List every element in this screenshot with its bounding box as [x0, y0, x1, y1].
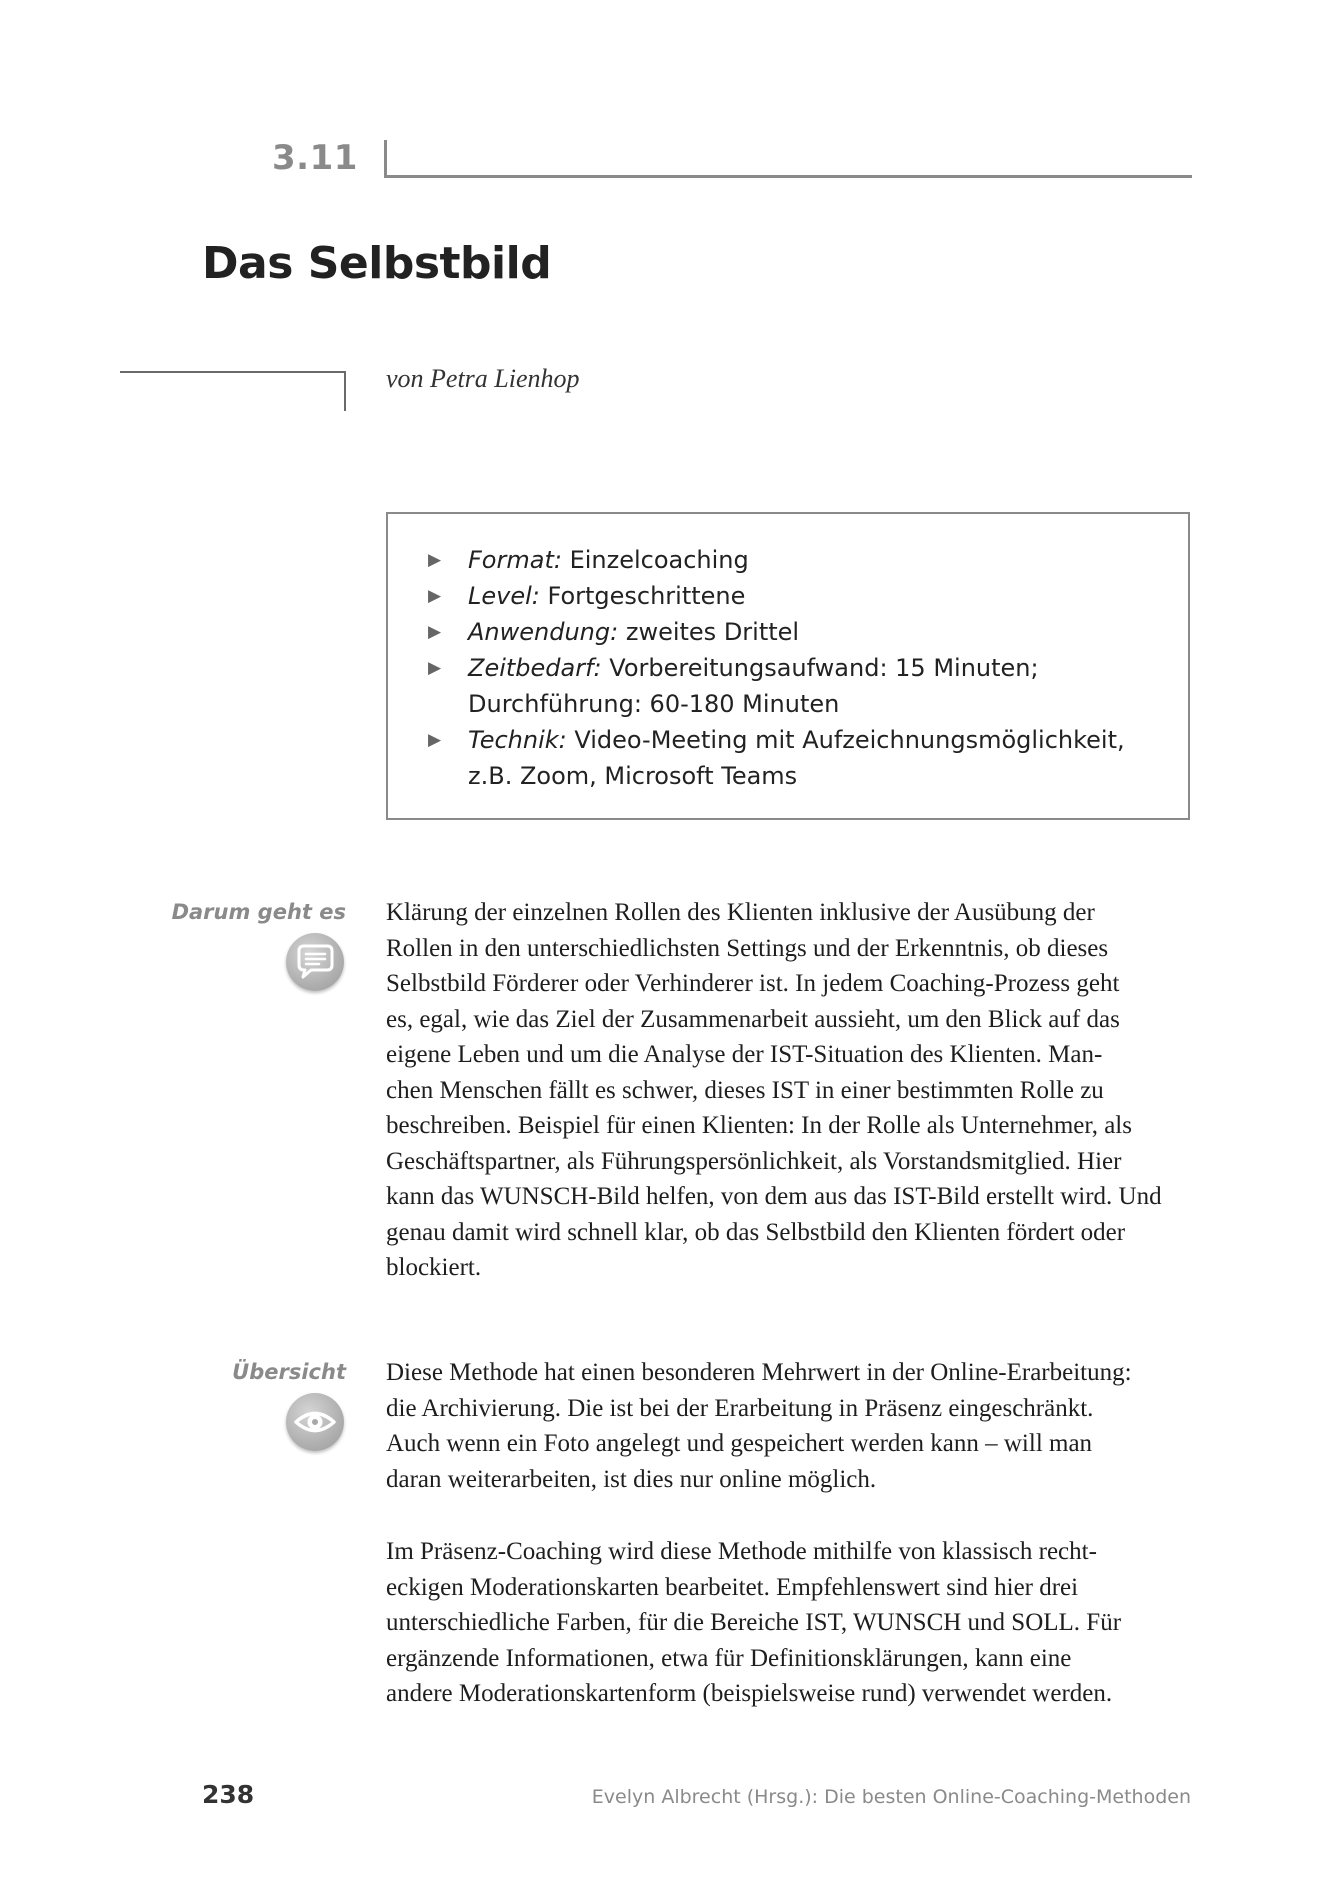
page-number: 238 — [202, 1780, 255, 1809]
chapter-rule-horizontal — [384, 175, 1192, 178]
section-paragraph: Diese Methode hat einen besonderen Mehrwert in der Online-Erarbeitung: die Archivierung. Die ist bei der Erarbeitung in Präsenz eingeschränkt. Auch wenn ein Foto angelegt und gespeichert werden kann – will man daran weiterarbeiten, ist dies nur online möglich. — [386, 1359, 1132, 1493]
info-value: Video-Meeting mit Aufzeichnungsmöglichkeit, z.B. Zoom, Microsoft Teams — [468, 726, 1125, 790]
info-item-zeitbedarf — [428, 650, 1158, 722]
info-item-technik — [428, 722, 1158, 794]
info-key: Anwendung: — [468, 618, 619, 646]
triangle-bullet-icon: ▶ — [428, 658, 442, 678]
chapter-rule-vertical — [384, 140, 387, 178]
author-rule-vertical — [344, 371, 346, 411]
triangle-bullet-icon: ▶ — [428, 586, 442, 606]
info-box — [386, 512, 1190, 820]
margin-label-darum-geht-es: Darum geht es — [171, 900, 346, 924]
triangle-bullet-icon: ▶ — [428, 730, 442, 750]
info-item-level — [428, 578, 1158, 614]
info-key: Level: — [468, 582, 540, 610]
chapter-number: 3.11 — [272, 138, 358, 178]
info-key: Format: — [468, 546, 562, 574]
speech-bubble-icon — [286, 933, 344, 991]
section-paragraph: Klärung der einzelnen Rollen des Klienten inklusive der Ausübung der Rollen in den unterschiedlichsten Settings und der Erkenntnis, ob dieses Selbstbild Förderer oder Verhinderer ist. In jedem Coaching-Prozess geht es, egal, wie das Ziel der Zusammenarbeit aussieht, um den Blick auf das eigene Leben und um die Analyse der IST-Situation des Klienten. Man- chen Menschen fällt es schwer, dieses IST in einer bestimmten Rolle zu beschreiben. Beispiel für einen Klienten: In der Rolle als Unternehmer, als Geschäftspartner, als Führungspersönlichkeit, als Vorstandsmitglied. Hier kann das WUNSCH-Bild helfen, von dem aus das IST-Bild erstellt wird. Und genau damit wird schnell klar, ob das Selbstbild den Klienten fördert oder blockiert. — [386, 899, 1162, 1281]
author-rule-horizontal — [120, 371, 346, 373]
info-item-anwendung — [428, 614, 1158, 650]
info-value: zweites Drittel — [618, 618, 800, 646]
triangle-bullet-icon: ▶ — [428, 550, 442, 570]
info-value: Fortgeschrittene — [539, 582, 746, 610]
info-item-format — [428, 542, 1158, 578]
info-key: Zeitbedarf: — [468, 654, 602, 682]
footer-source: Evelyn Albrecht (Hrsg.): Die besten Online-Coaching-Methoden — [591, 1786, 1191, 1808]
info-value: Vorbereitungsaufwand: 15 Minuten; Durchführung: 60-180 Minuten — [468, 654, 1039, 718]
author-line: von Petra Lienhop — [386, 364, 580, 393]
info-list — [428, 542, 1158, 794]
triangle-bullet-icon: ▶ — [428, 622, 442, 642]
margin-label-uebersicht: Übersicht — [232, 1360, 346, 1384]
info-key: Technik: — [468, 726, 567, 754]
section-paragraph: Im Präsenz-Coaching wird diese Methode mithilfe von klassisch recht- eckigen Moderationskarten bearbeitet. Empfehlenswert sind hier drei unterschiedliche Farben, für die Bereiche IST, WUNSCH und SOLL. Für ergänzende Informationen, etwa für Definitionsklärungen, kann eine andere Moderationskartenform (beispielsweise rund) verwendet werden. — [386, 1538, 1122, 1707]
info-value: Einzelcoaching — [561, 546, 749, 574]
eye-icon — [286, 1393, 344, 1451]
page-title: Das Selbstbild — [202, 238, 552, 289]
